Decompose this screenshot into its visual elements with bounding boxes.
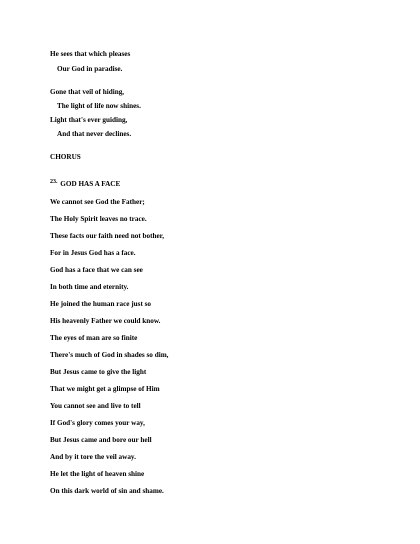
song-title: GOD HAS A FACE bbox=[60, 180, 121, 188]
verse-line: He sees that which pleases bbox=[50, 50, 131, 58]
song-line: His heavenly Father we could know. bbox=[50, 317, 161, 325]
song-line: God has a face that we can see bbox=[50, 266, 143, 274]
song-line: In both time and eternity. bbox=[50, 283, 129, 291]
song-line: He joined the human race just so bbox=[50, 300, 152, 308]
song-line: You cannot see and live to tell bbox=[50, 402, 141, 410]
verse-line: Light that's ever guiding, bbox=[50, 116, 128, 124]
song-line: The eyes of man are so finite bbox=[50, 334, 138, 342]
song-line: On this dark world of sin and shame. bbox=[50, 487, 164, 495]
song-line: But Jesus came and bore our hell bbox=[50, 436, 152, 444]
song-number: 23. bbox=[50, 179, 58, 185]
song-line: We cannot see God the Father; bbox=[50, 198, 145, 206]
song-line: That we might get a glimpse of Him bbox=[50, 385, 160, 393]
song-line: There's much of God in shades so dim, bbox=[50, 351, 169, 359]
song-line: If God's glory comes your way, bbox=[50, 419, 145, 427]
song-line: For in Jesus God has a face. bbox=[50, 249, 136, 257]
song-line: He let the light of heaven shine bbox=[50, 470, 145, 478]
song-heading bbox=[50, 180, 120, 190]
verse-line: The light of life now shines. bbox=[57, 102, 141, 110]
verse-line: And that never declines. bbox=[57, 130, 132, 138]
song-line: The Holy Spirit leaves no trace. bbox=[50, 215, 147, 223]
chorus-label: CHORUS bbox=[50, 153, 81, 161]
song-line: And by it tore the veil away. bbox=[50, 453, 136, 461]
song-line: These facts our faith need not bother, bbox=[50, 232, 165, 240]
verse-line: Gone that veil of hiding, bbox=[50, 88, 125, 96]
song-line: But Jesus came to give the light bbox=[50, 368, 147, 376]
verse-line: Our God in paradise. bbox=[57, 65, 123, 73]
